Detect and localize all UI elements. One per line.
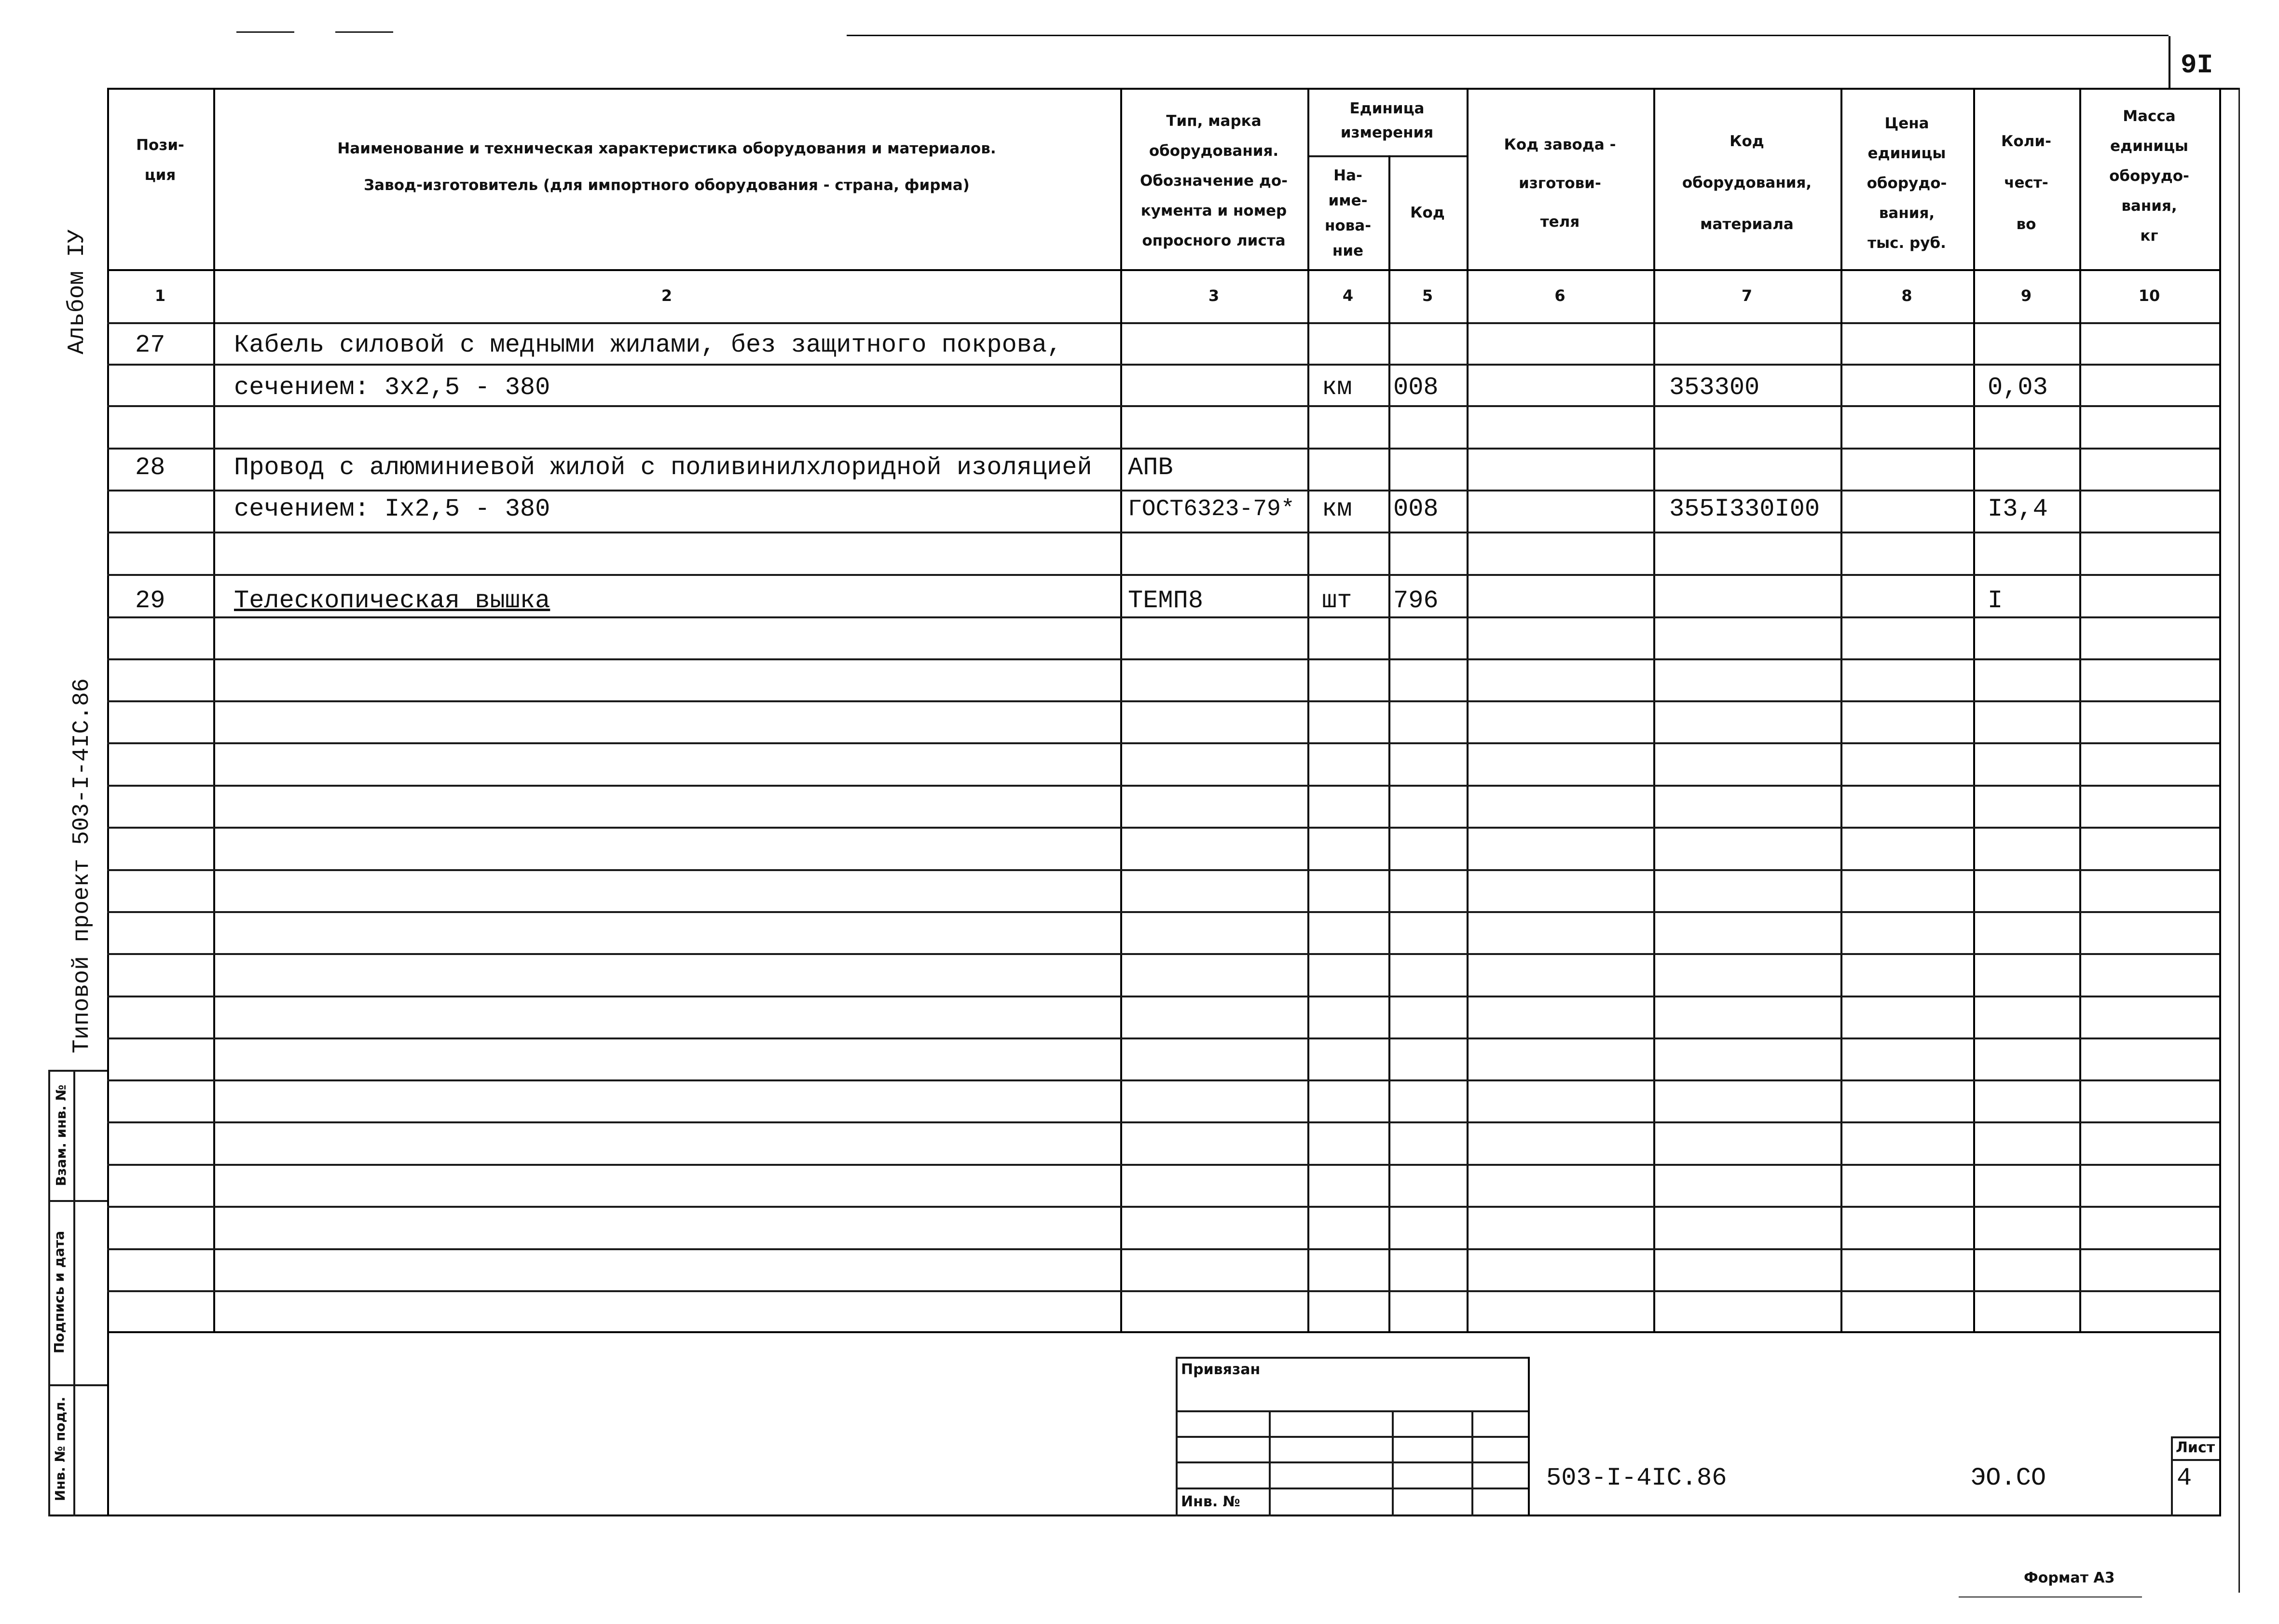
page-number: 9I — [2181, 50, 2213, 81]
cell-type: АПВ — [1128, 453, 1173, 482]
cell-type: ТЕМП8 — [1128, 587, 1204, 615]
header-name: Наименование и техническая характеристика оборудования и материалов. Завод-изготовитель (для импортного оборудования - страна, фирма) — [337, 140, 996, 194]
column-number: 1 — [154, 287, 166, 305]
column-number: 8 — [1901, 287, 1912, 305]
sheet-number: 4 — [2177, 1464, 2192, 1492]
cell-name: Кабель силовой с медными жилами, без защитного покрова, — [234, 331, 1062, 359]
cell-quantity: I3,4 — [1988, 495, 2048, 523]
cell-name: сечением: 3x2,5 - 380 — [234, 373, 550, 402]
cell-quantity: I — [1988, 587, 2003, 615]
header-factory-code: Код завода - изготови- теля — [1504, 136, 1616, 231]
column-number: 10 — [2138, 287, 2160, 305]
attached-label: Привязан — [1181, 1361, 1261, 1378]
header-type: Тип, марка оборудования. Обозначение до- кумента и номер опросного листа — [1140, 112, 1288, 249]
cell-unit: шт — [1322, 587, 1352, 615]
stamp-original-inv: Инв. № подл. — [52, 1396, 68, 1501]
cell-equipment-code: 353300 — [1669, 373, 1760, 402]
project-label: Типовой проект 503-I-4IC.86 — [69, 678, 95, 1053]
cell-unit: км — [1322, 373, 1352, 402]
sheet-label: Лист — [2176, 1439, 2215, 1456]
column-number: 6 — [1554, 287, 1565, 305]
cell-position: 29 — [135, 587, 165, 615]
header-unit-name: На- име- нова- ние — [1324, 167, 1372, 259]
header-mass: Масса единицы оборудо- вания, кг — [2109, 108, 2189, 245]
column-number: 9 — [2020, 287, 2032, 305]
column-number: 4 — [1342, 287, 1354, 305]
cell-name: Телескопическая вышка — [234, 587, 550, 615]
cell-code: 008 — [1393, 495, 1439, 523]
cell-position: 28 — [135, 453, 165, 482]
column-number: 7 — [1741, 287, 1753, 305]
column-number: 3 — [1208, 287, 1220, 305]
cell-code: 008 — [1393, 373, 1439, 402]
header-unit: Единица измерения — [1340, 100, 1434, 141]
cell-name: Провод с алюминиевой жилой с поливинилхлоридной изоляцией — [234, 453, 1092, 482]
header-position: Пози- ция — [136, 136, 184, 184]
header-unit-code: Код — [1410, 204, 1445, 221]
cell-position: 27 — [135, 331, 165, 359]
inventory-number-label: Инв. № — [1181, 1493, 1240, 1510]
column-number: 5 — [1422, 287, 1433, 305]
header-quantity: Коли- чест- во — [2001, 133, 2051, 233]
format-label: Формат А3 — [2024, 1569, 2115, 1586]
header-price: Цена единицы оборудо- вания, тыс. руб. — [1867, 115, 1947, 252]
cell-type: ГОСТ6323-79* — [1128, 496, 1295, 522]
header-equipment-code: Код оборудования, материала — [1682, 133, 1812, 233]
stamp-replacement-inv: Взам. инв. № — [53, 1084, 69, 1187]
album-label: Альбом IУ — [64, 229, 90, 355]
cell-unit: км — [1322, 495, 1352, 523]
column-number: 2 — [661, 287, 673, 305]
document-code: 503-I-4IC.86 — [1546, 1464, 1727, 1492]
stamp-signature-date: Подпись и дата — [51, 1230, 67, 1354]
sheet-code: ЭО.СО — [1971, 1464, 2046, 1492]
cell-equipment-code: 355I330I00 — [1669, 495, 1820, 523]
cell-name: сечением: Iх2,5 - 380 — [234, 495, 550, 523]
cell-quantity: 0,03 — [1988, 373, 2048, 402]
cell-code: 796 — [1393, 587, 1439, 615]
